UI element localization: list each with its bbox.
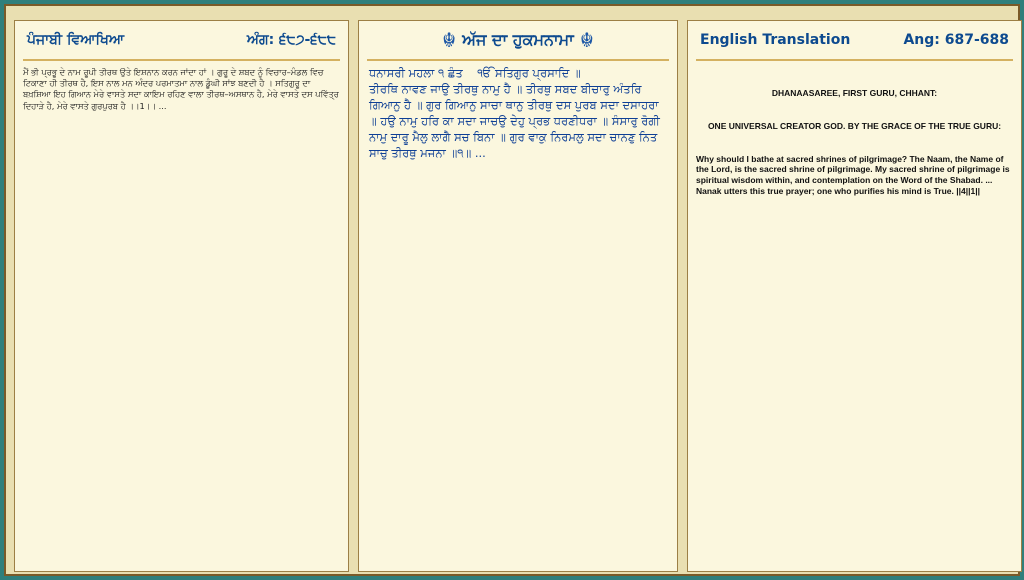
mid-body: ਧਨਾਸਰੀ ਮਹਲਾ ੧ ਛੰਤ ੴ ਸਤਿਗੁਰ ਪ੍ਰਸਾਦਿ ॥ ਤੀਰਥਿ ਨਾਵਣ ਜਾਉ ਤੀਰਥੁ ਨਾਮੁ ਹੈ ॥ ਤੀਰਥੁ ਸਬਦ ਬੀਚਾਰੁ ਅੰਤਰਿ ਗਿਆਨੁ ਹੈ ॥ ਗੁਰ ਗਿਆਨੁ ਸਾਚਾ ਥਾਨੁ ਤੀਰਥੁ ਦਸ ਪੁਰਬ ਸਦਾ ਦਸਾਹਰਾ ॥ ਹਉ ਨਾਮੁ ਹਰਿ ਕਾ ਸਦਾ ਜਾਚਉ ਦੇਹੁ ਪ੍ਰਭ ਧਰਣੀਧਰਾ ॥ ਸੰਸਾਰੁ ਰੋਗੀ ਨਾਮੁ ਦਾਰੂ ਮੈਲੁ ਲਾਗੈ ਸਚ ਬਿਨਾ ॥ ਗੁਰ ਵਾਕੁ ਨਿਰਮਲੁ ਸਦਾ ਚਾਨਣੁ ਨਿਤ ਸਾਚੁ ਤੀਰਥੁ ਮਜਨਾ ॥੧॥ ...: [369, 66, 660, 160]
right-text: Why should I bathe at sacred shrines of pilgrimage? The Naam, the Name of the Lord, is the sacred shrine of pilgrimage. My sacred shrine of pilgrimage is spiritual wisdom within, and contemplation on the Word of the Shabad. ... Nanak utters this true prayer; one who purifies his mind is True. ||4||1||: [696, 153, 1013, 196]
right-body: [696, 67, 1013, 563]
punjabi-translation-panel: [14, 20, 349, 572]
right-divider: [696, 59, 1013, 61]
right-heading: DHANAASAREE, FIRST GURU, CHHANT:: [771, 88, 938, 99]
khanda-icon: ☬: [442, 28, 457, 52]
right-subheading: ONE UNIVERSAL CREATOR GOD. BY THE GRACE OF THE TRUE GURU:: [707, 120, 1002, 131]
english-translation-panel: [687, 20, 1022, 572]
right-header: [688, 21, 1021, 59]
left-body: ਮੈਂ ਭੀ ਪ੍ਰਭੂ ਦੇ ਨਾਮ ਰੂਪੀ ਤੀਰਥ ਉਤੇ ਇਸ਼ਨਾਨ ਕਰਨ ਜਾਂਦਾ ਹਾਂ । ਗੁਰੂ ਦੇ ਸ਼ਬਦ ਨੂੰ ਵਿਚਾਰ–ਮੰਡਲ ਵਿਚ ਟਿਕਾਣਾ ਹੀ ਤੀਰਥ ਹੈ, ਇਸ ਨਾਲ ਮਨ ਅੰਦਰ ਪਰਮਾਤਮਾ ਨਾਲ ਡੂੰਘੀ ਸਾਂਝ ਬਣਦੀ ਹੈ । ਸਤਿਗੁਰੂ ਦਾ ਬਖ਼ਸ਼ਿਆ ਇਹ ਗਿਆਨ ਮੇਰੇ ਵਾਸਤੇ ਸਦਾ ਕਾਇਮ ਰਹਿਣ ਵਾਲਾ ਤੀਰਥ–ਅਸਥਾਨ ਹੈ, ਮੇਰੇ ਵਾਸਤੇ ਦਸ ਪਵਿੱਤ੍ਰ ਦਿਹਾੜੇ ਹੈ, ਮੇਰੇ ਵਾਸਤੇ ਗੁਰਪੁਰਬ ਹੈ ।।1।। ...: [23, 67, 342, 111]
left-header: [15, 21, 348, 59]
right-title: English Translation: [700, 32, 851, 48]
page-frame: [4, 4, 1020, 576]
left-ang: ਅੰਗ: ੬੮੭-੬੮੮: [246, 32, 336, 48]
hukamnama-panel: [358, 20, 678, 572]
mid-divider: [367, 59, 669, 61]
right-ang: Ang: 687-688: [903, 32, 1009, 48]
khanda-icon-right: ☬: [579, 28, 594, 52]
mid-header: [359, 21, 677, 59]
left-divider: [23, 59, 340, 61]
mid-title: ਅੱਜ ਦਾ ਹੁਕਮਨਾਮਾ: [462, 30, 574, 49]
left-title: ਪੰਜਾਬੀ ਵਿਆਖਿਆ: [27, 32, 125, 48]
